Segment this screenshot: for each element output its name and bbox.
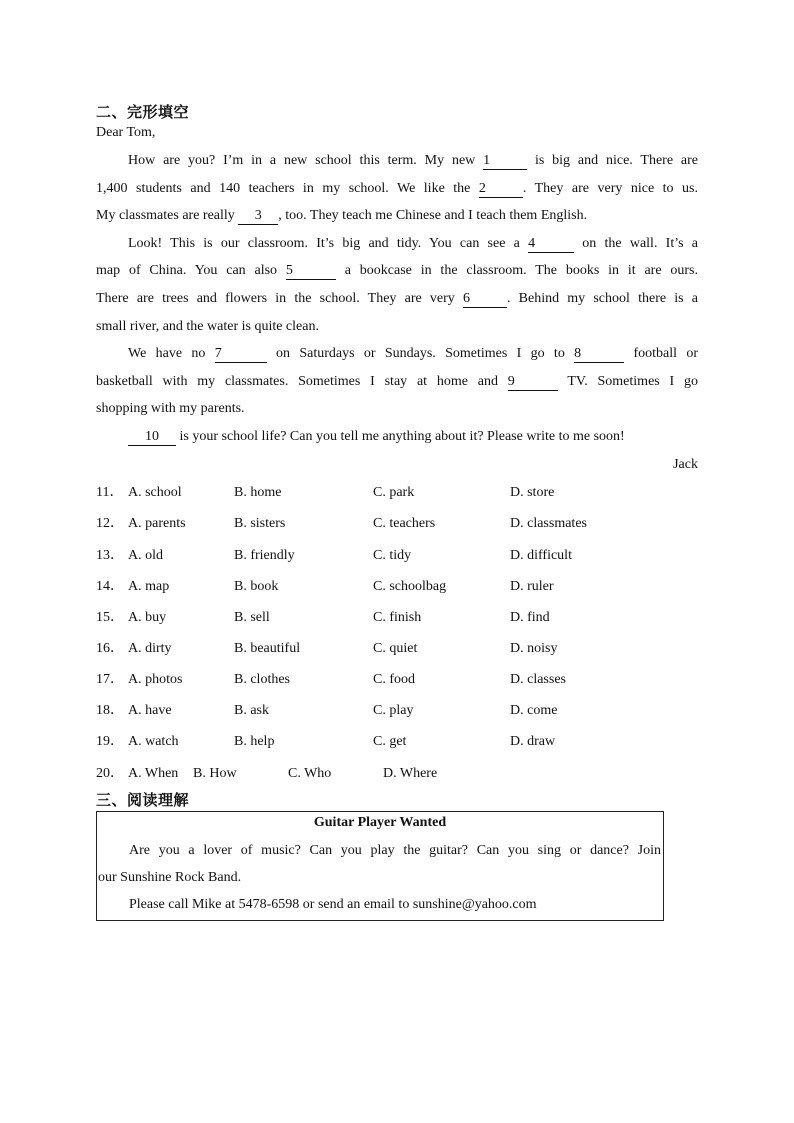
option-c: C. tidy <box>373 548 412 563</box>
option-b: B. home <box>234 485 282 500</box>
option-c: C. schoolbag <box>373 579 447 594</box>
option-a: A. When <box>128 766 179 781</box>
text-run: on Saturdays or Sundays. Sometimes I go to <box>266 346 575 361</box>
text-run: How are you? I’m in a new school this term. My new <box>128 153 484 168</box>
text-run: We have no <box>128 346 215 361</box>
option-a: A. watch <box>128 734 179 749</box>
paragraph1-line1 <box>96 152 698 170</box>
option-b: B. sisters <box>234 516 286 531</box>
option-d: D. store <box>510 485 555 500</box>
paragraph3-line2 <box>96 373 698 391</box>
paragraph1-line2 <box>96 180 698 198</box>
text-run: basketball with my classmates. Sometimes I stay at home and <box>96 374 508 389</box>
text-run: 1,400 students and 140 teachers in my school. We like the <box>96 181 479 196</box>
option-b: B. friendly <box>234 548 295 563</box>
option-b: B. help <box>234 734 275 749</box>
question-number: 12． <box>96 516 124 531</box>
option-c: C. teachers <box>373 516 436 531</box>
ad-line1: Are you a lover of music? Can you play the guitar? Can you sing or dance? Join <box>129 843 661 858</box>
paragraph2-line2 <box>96 262 698 280</box>
option-a: A. school <box>128 485 182 500</box>
option-c: C. Who <box>288 766 332 781</box>
section-heading-cloze: 二、完形填空 <box>96 103 190 121</box>
blank-8: 8 <box>574 346 624 363</box>
ad-line2: our Sunshine Rock Band. <box>98 870 242 885</box>
question-number: 20． <box>96 766 124 781</box>
advertisement-box <box>96 811 664 921</box>
text-run: map of China. You can also <box>96 263 286 278</box>
text-run: Look! This is our classroom. It’s big and tidy. You can see a <box>128 236 529 251</box>
option-b: B. beautiful <box>234 641 301 656</box>
blank-9: 9 <box>508 374 558 391</box>
letter-greeting: Dear Tom, <box>96 125 156 140</box>
question-number: 11． <box>96 485 124 500</box>
question-number: 15． <box>96 610 124 625</box>
text-run: TV. Sometimes I go <box>557 374 698 389</box>
option-b: B. sell <box>234 610 270 625</box>
letter-signature: Jack <box>673 457 698 472</box>
option-b: B. How <box>193 766 237 781</box>
text-run: , too. They teach me Chinese and I teach them English. <box>278 208 588 223</box>
blank-4: 4 <box>528 236 574 253</box>
blank-6: 6 <box>463 291 507 308</box>
option-c: C. finish <box>373 610 422 625</box>
option-d: D. come <box>510 703 558 718</box>
option-d: D. Where <box>383 766 438 781</box>
option-d: D. difficult <box>510 548 572 563</box>
text-run: football or <box>624 346 698 361</box>
text-run: is big and nice. There are <box>527 153 698 168</box>
paragraph2-line3 <box>96 290 698 308</box>
blank-3: 3 <box>238 208 278 225</box>
ad-line3: Please call Mike at 5478-6598 or send an email to sunshine@yahoo.com <box>129 897 537 912</box>
text-run: a bookcase in the classroom. The books in it are ours. <box>335 263 698 278</box>
option-a: A. dirty <box>128 641 172 656</box>
paragraph2-line1 <box>96 235 698 253</box>
option-c: C. play <box>373 703 414 718</box>
question-number: 14． <box>96 579 124 594</box>
paragraph1-line3 <box>96 207 698 225</box>
question-number: 13． <box>96 548 124 563</box>
option-b: B. clothes <box>234 672 290 687</box>
text-run: There are trees and flowers in the school. They are very <box>96 291 463 306</box>
text-run: on the wall. It’s a <box>574 236 698 251</box>
text-run: . They are very nice to us. <box>522 181 698 196</box>
ad-title: Guitar Player Wanted <box>313 815 447 830</box>
option-a: A. have <box>128 703 172 718</box>
option-a: A. buy <box>128 610 167 625</box>
paragraph3-line1 <box>96 345 698 363</box>
option-c: C. get <box>373 734 407 749</box>
paragraph4-line1 <box>96 428 698 446</box>
option-a: A. parents <box>128 516 186 531</box>
paragraph2-line4: small river, and the water is quite clean. <box>96 319 319 334</box>
blank-10: 10 <box>128 429 176 446</box>
option-d: D. classes <box>510 672 566 687</box>
option-c: C. park <box>373 485 415 500</box>
option-d: D. find <box>510 610 550 625</box>
option-a: A. map <box>128 579 170 594</box>
blank-7: 7 <box>215 346 267 363</box>
option-d: D. noisy <box>510 641 558 656</box>
option-d: D. classmates <box>510 516 587 531</box>
paragraph3-line3: shopping with my parents. <box>96 401 245 416</box>
question-number: 18． <box>96 703 124 718</box>
text-run: is your school life? Can you tell me anything about it? Please write to me soon! <box>176 429 625 444</box>
option-c: C. food <box>373 672 415 687</box>
blank-1: 1 <box>483 153 527 170</box>
option-d: D. draw <box>510 734 556 749</box>
option-b: B. book <box>234 579 279 594</box>
option-a: A. old <box>128 548 163 563</box>
text-run: . Behind my school there is a <box>506 291 698 306</box>
option-c: C. quiet <box>373 641 418 656</box>
option-b: B. ask <box>234 703 269 718</box>
question-number: 17． <box>96 672 124 687</box>
text-run: My classmates are really <box>96 208 239 223</box>
question-number: 19． <box>96 734 124 749</box>
section-heading-reading: 三、阅读理解 <box>96 791 190 809</box>
option-d: D. ruler <box>510 579 554 594</box>
question-number: 16． <box>96 641 124 656</box>
option-a: A. photos <box>128 672 183 687</box>
blank-5: 5 <box>286 263 336 280</box>
blank-2: 2 <box>479 181 523 198</box>
